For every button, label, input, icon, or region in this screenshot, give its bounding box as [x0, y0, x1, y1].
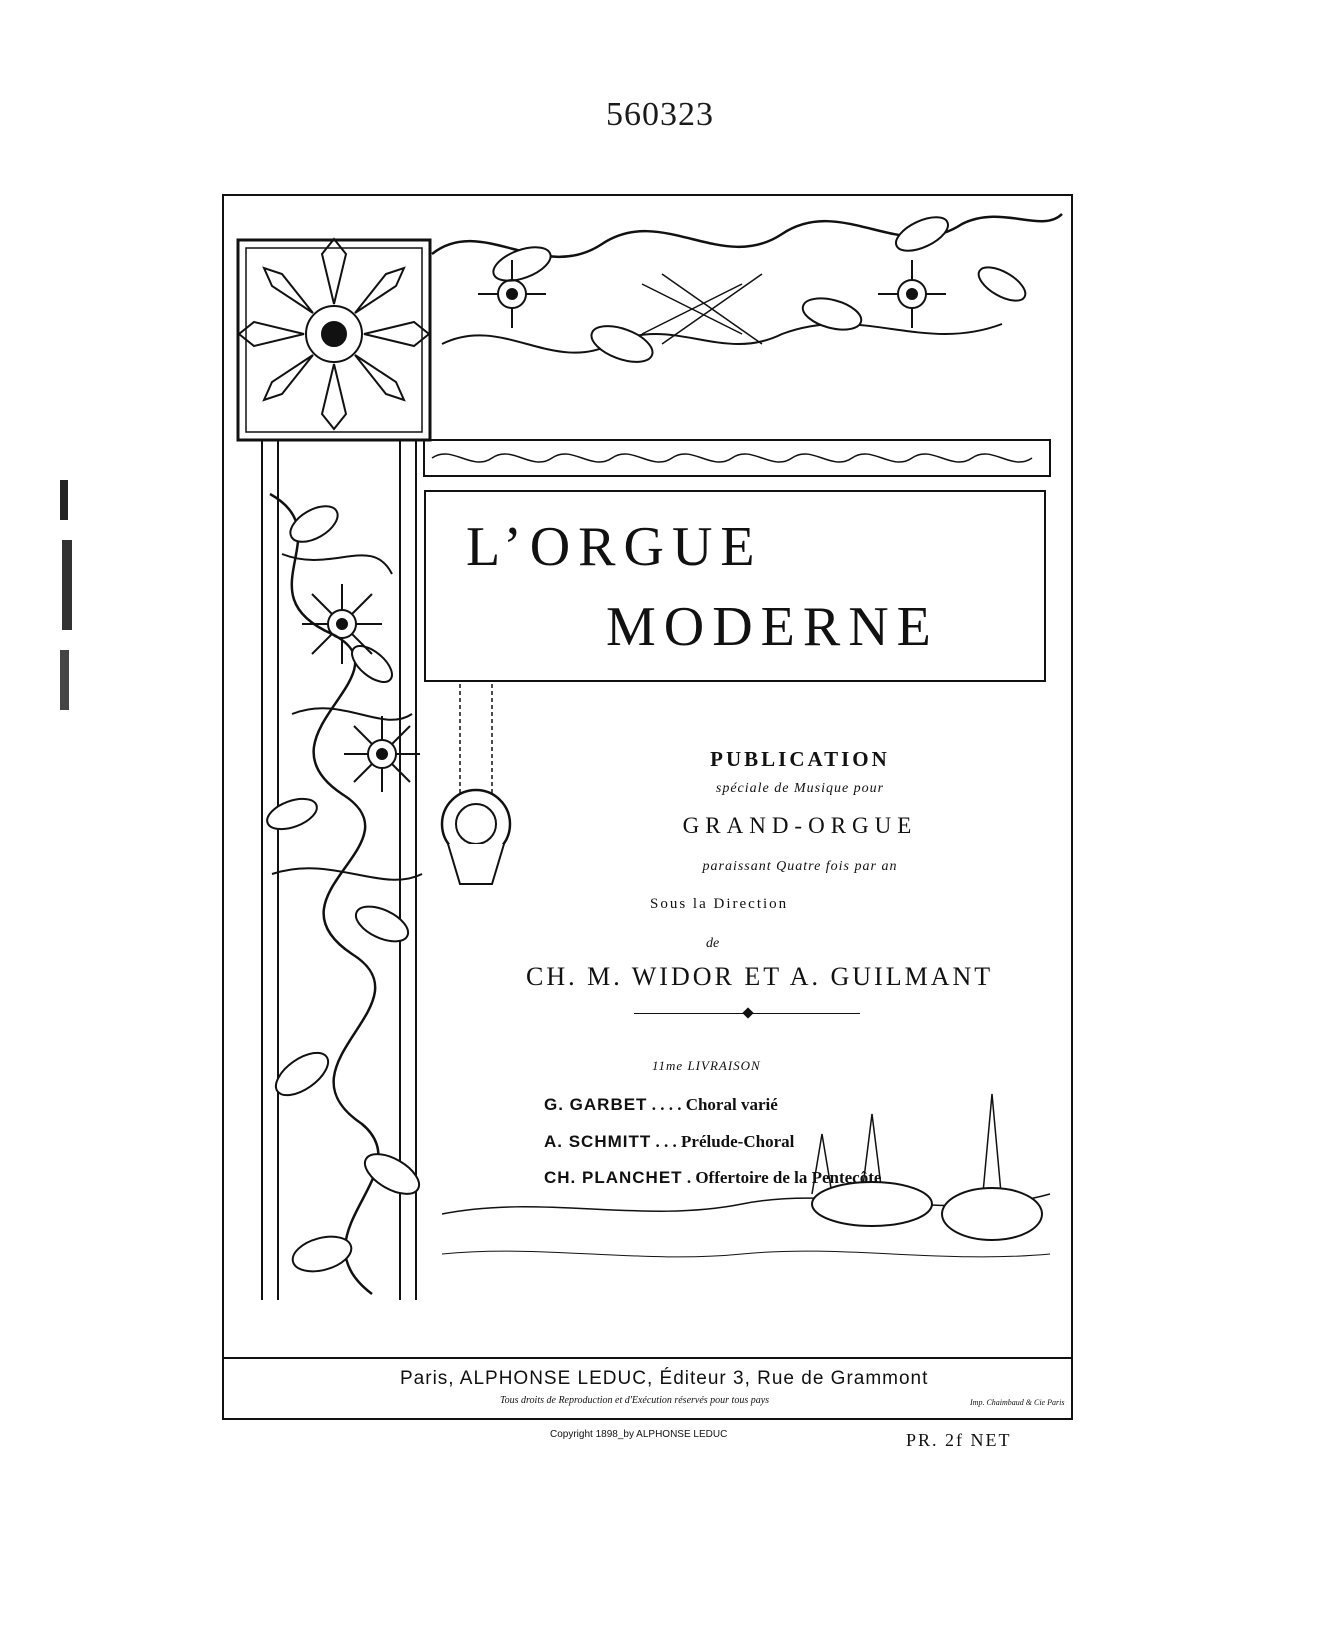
title-line-2: MODERNE: [606, 596, 939, 658]
margin-binding-marks: [60, 480, 90, 725]
piece-title: Choral varié: [685, 1095, 778, 1114]
price: PR. 2f NET: [906, 1430, 1012, 1450]
catalog-number: 560323: [606, 96, 714, 133]
piece-item: [544, 1095, 778, 1115]
title-line-1: L’ORGUE: [466, 516, 763, 578]
piece-item: [544, 1132, 794, 1152]
piece-composer: A. SCHMITT: [544, 1132, 652, 1151]
speciale-line: spéciale de Musique pour: [715, 781, 885, 796]
piece-leader-dots: . . .: [651, 1132, 682, 1151]
printer-credit: Imp. Chaimbaud & Cie Paris: [970, 1398, 1065, 1407]
publisher-imprint: Paris, ALPHONSE LEDUC, Éditeur 3, Rue de Grammont: [400, 1368, 929, 1389]
rights-notice: Tous droits de Reproduction et d'Exécution réservés pour tous pays: [500, 1395, 770, 1406]
instrument-name: GRAND-ORGUE: [682, 813, 918, 838]
frequency-line: paraissant Quatre fois par an: [702, 859, 898, 874]
de-line: de: [706, 936, 720, 951]
piece-title: Offertoire de la Pentecôte: [695, 1168, 882, 1187]
piece-leader-dots: .: [682, 1168, 696, 1187]
piece-composer: CH. PLANCHET: [544, 1168, 683, 1187]
issue-number: 11me LIVRAISON: [652, 1058, 761, 1073]
piece-item: [544, 1168, 881, 1188]
direction-line: Sous la Direction: [650, 896, 789, 912]
publication-label: PUBLICATION: [710, 747, 890, 771]
piece-leader-dots: . . . .: [647, 1095, 686, 1114]
copyright-notice: Copyright 1898_by ALPHONSE LEDUC: [550, 1429, 728, 1440]
piece-composer: G. GARBET: [544, 1095, 648, 1114]
directors-names: CH. M. WIDOR ET A. GUILMANT: [526, 962, 994, 991]
piece-title: Prélude-Choral: [681, 1132, 795, 1151]
